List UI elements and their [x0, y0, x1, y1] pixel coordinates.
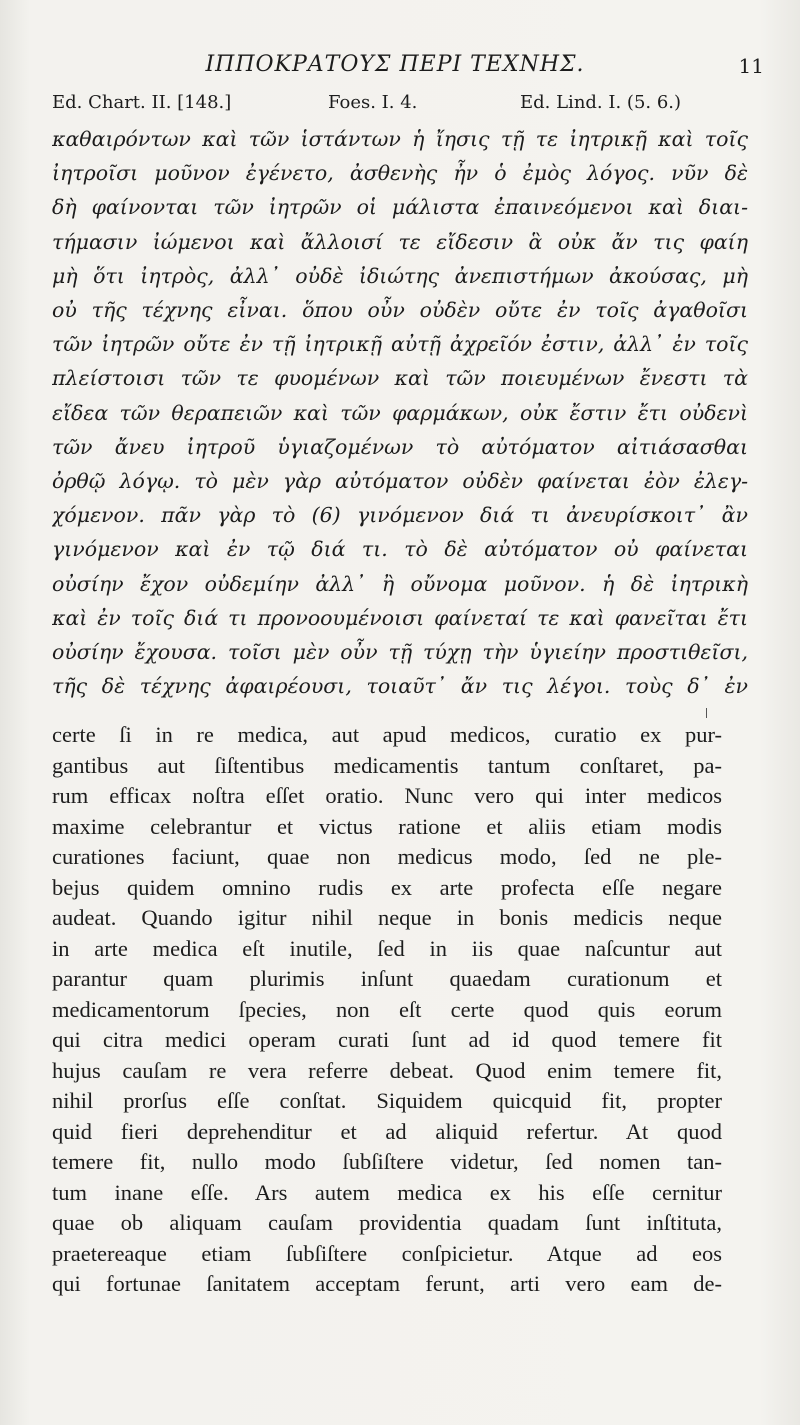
greek-line: καὶ ἐν τοῖς διά τι προνοουμένοισι φαίνεταί τε καὶ φανεῖται ἔτι — [52, 605, 748, 630]
edition-linden-ref: Ed. Lind. I. (5. 6.) — [520, 92, 682, 113]
printer-mark — [706, 708, 707, 718]
latin-text-block — [52, 720, 722, 1300]
latin-line: medicamentorum ſpecies, non eſt certe quod quis eorum — [52, 996, 722, 1022]
greek-line: ἰητροῖσι μοῦνον ἐγένετο, ἀσθενὴς ἦν ὁ ἐμὸς λόγος. νῦν δὲ — [52, 161, 748, 186]
greek-line: τῆς δὲ τέχνης ἀφαιρέουσι, τοιαῦτ᾽ ἄν τις λέγοι. τοὺς δ᾽ ἐν — [52, 674, 748, 699]
greek-line: τῶν ἄνευ ἰητροῦ ὑγιαζομένων τὸ αὐτόματον αἰτιάσασθαι — [52, 434, 748, 459]
greek-line: εἴδεα τῶν θεραπειῶν καὶ τῶν φαρμάκων, οὐκ ἔστιν ἔτι οὐδενὶ — [52, 400, 748, 425]
running-title: ΙΠΠΟΚΡΑΤΟΥΣ ΠΕΡΙ ΤΕΧΝΗΣ. — [205, 52, 585, 77]
latin-line: temere fit, nullo modo ſubſiſtere videtur, ſed nomen tan- — [52, 1149, 722, 1174]
edition-references — [52, 92, 752, 120]
latin-line: qui fortunae ſanitatem acceptam ferunt, arti vero eam de- — [52, 1271, 722, 1296]
greek-line: τήμασιν ἰώμενοι καὶ ἄλλοισί τε εἴδεσιν ἃ οὐκ ἄν τις φαίη — [52, 229, 748, 254]
greek-line: μὴ ὅτι ἰητρὸς, ἀλλ᾽ οὐδὲ ἰδιώτης ἀνεπιστήμων ἀκούσας, μὴ — [52, 263, 748, 288]
latin-line: praetereaque etiam ſubſiſtere conſpicietur. Atque ad eos — [52, 1240, 722, 1266]
latin-line: maxime celebrantur et victus ratione et aliis etiam modis — [52, 813, 722, 839]
latin-line: parantur quam plurimis inſunt quaedam curationum et — [52, 966, 722, 991]
latin-line: gantibus aut ſiſtentibus medicamentis tantum conſtaret, pa- — [52, 752, 722, 778]
latin-line: rum efficax noſtra eſſet oratio. Nunc vero qui inter medicos — [52, 783, 722, 808]
latin-line: audeat. Quando igitur nihil neque in bonis medicis neque — [52, 905, 722, 930]
edition-foes-ref: Foes. I. 4. — [328, 92, 418, 113]
latin-line: qui citra medici operam curati ſunt ad id quod temere fit — [52, 1027, 722, 1052]
greek-line: πλείστοισι τῶν τε φυομένων καὶ τῶν ποιευμένων ἔνεστι τὰ — [52, 366, 748, 391]
greek-line: οὐσίην ἔχον οὐδεμίην ἀλλ᾽ ἢ οὔνομα μοῦνον. ἡ δὲ ἰητρικὴ — [52, 571, 748, 596]
latin-line: bejus quidem omnino rudis ex arte profecta eſſe negare — [52, 874, 722, 900]
latin-line: nihil prorſus eſſe conſtat. Siquidem quicquid fit, propter — [52, 1088, 722, 1113]
latin-line: tum inane eſſe. Ars autem medica ex his eſſe cernitur — [52, 1179, 722, 1205]
greek-line: χόμενον. πᾶν γὰρ τὸ (6) γινόμενον διά τι ἀνευρίσκοιτ᾽ ἂν — [52, 503, 748, 528]
latin-line: quae ob aliquam cauſam providentia quadam ſunt inſtituta, — [52, 1210, 722, 1235]
latin-line: quid fieri deprehenditur et ad aliquid refertur. At quod — [52, 1118, 722, 1144]
greek-text-block — [52, 122, 748, 703]
latin-line: in arte medica eſt inutile, ſed in iis quae naſcuntur aut — [52, 935, 722, 961]
edition-chartier-ref: Ed. Chart. II. [148.] — [52, 92, 232, 113]
latin-line: hujus cauſam re vera referre debeat. Quod enim temere fit, — [52, 1057, 722, 1083]
greek-line: καθαιρόντων καὶ τῶν ἱστάντων ἡ ἴησις τῇ τε ἰητρικῇ καὶ τοῖς — [52, 127, 748, 151]
greek-line: ὀρθῷ λόγῳ. τὸ μὲν γὰρ αὐτόματον οὐδὲν φαίνεται ἐὸν ἐλεγ- — [52, 469, 748, 494]
page-header — [0, 48, 800, 84]
greek-line: οὐ τῆς τέχνης εἶναι. ὅπου οὖν οὐδὲν οὔτε ἐν τοῖς ἀγαθοῖσι — [52, 298, 748, 323]
page-number: 11 — [738, 54, 764, 78]
greek-line: γινόμενον καὶ ἐν τῷ διά τι. τὸ δὲ αὐτόματον οὐ φαίνεται — [52, 537, 748, 562]
latin-line: curationes faciunt, quae non medicus modo, ſed ne ple- — [52, 844, 722, 869]
latin-line: certe ſi in re medica, aut apud medicos, curatio ex pur- — [52, 722, 722, 747]
greek-line: δὴ φαίνονται τῶν ἰητρῶν οἱ μάλιστα ἐπαινεόμενοι καὶ διαι- — [52, 195, 748, 220]
greek-line: οὐσίην ἔχουσα. τοῖσι μὲν οὖν τῇ τύχῃ τὴν ὑγιείην προστιθεῖσι, — [52, 640, 748, 665]
greek-line: τῶν ἰητρῶν οὔτε ἐν τῇ ἰητρικῇ αὐτῇ ἀχρεῖόν ἐστιν, ἀλλ᾽ ἐν τοῖς — [52, 332, 748, 357]
